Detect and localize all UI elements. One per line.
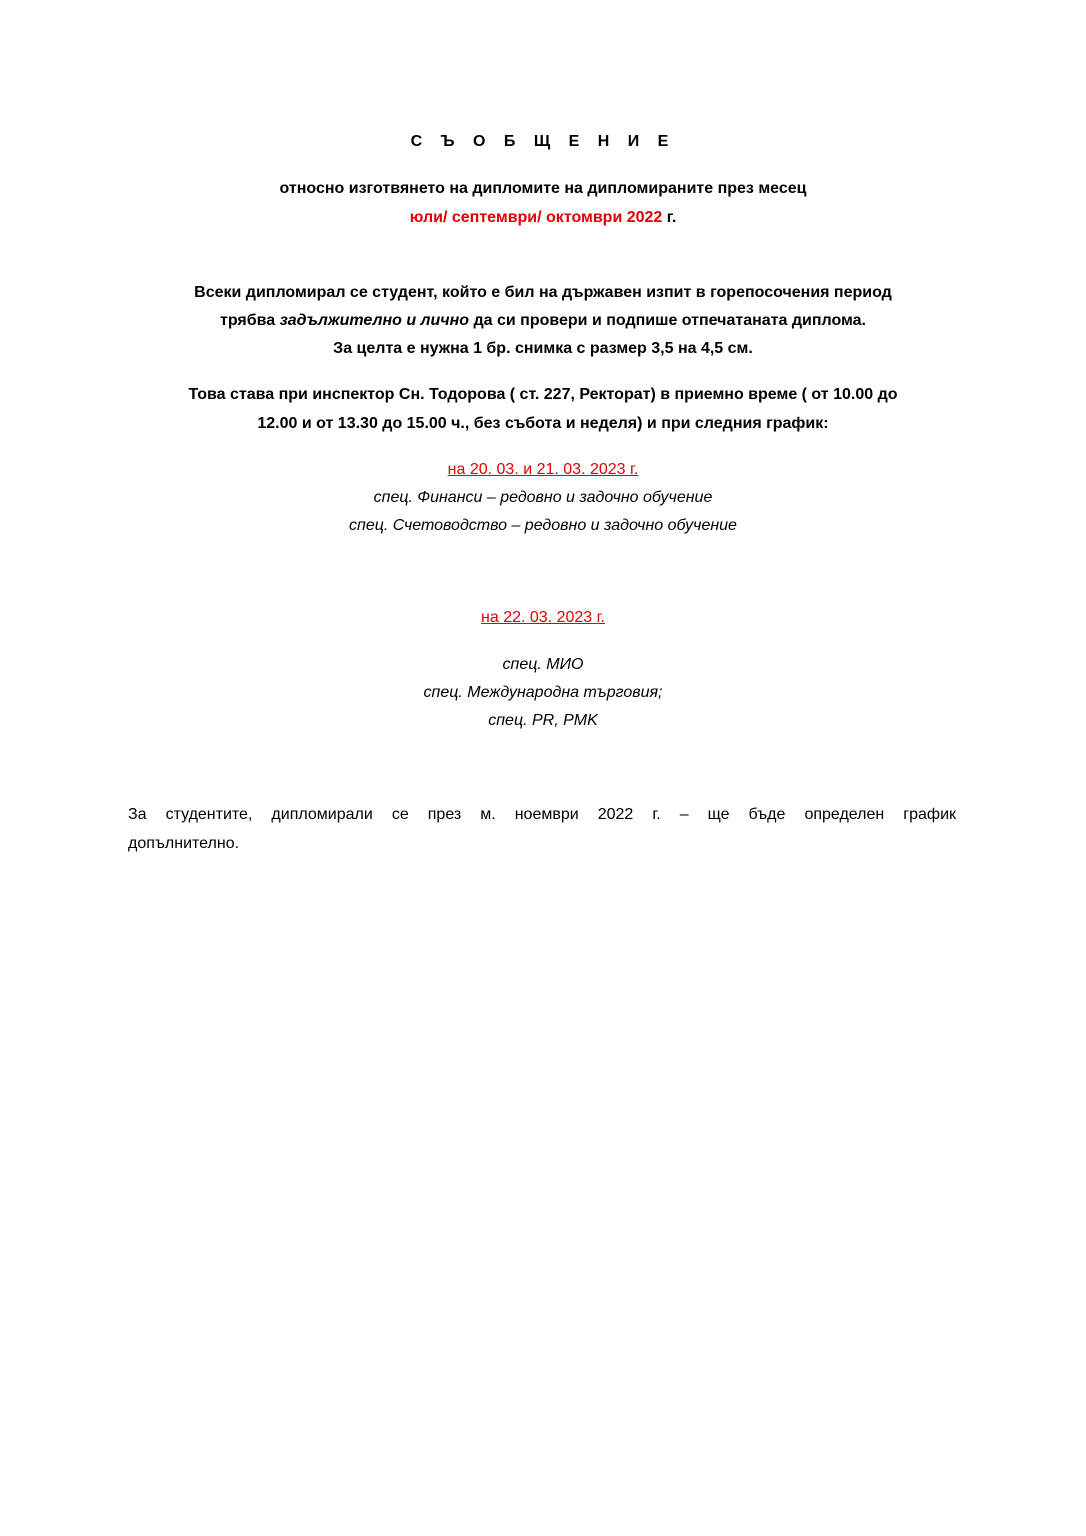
footer-line-2: допълнително. xyxy=(128,835,240,852)
subtitle-line: относно изготвянето на дипломите на дипломираните през месец xyxy=(279,180,807,197)
para1-italic-personally: лично xyxy=(420,312,470,329)
paragraph-2-line-1: Това става при инспектор Сн. Тодорова ( ст. 227, Ректорат) в приемно време ( от 10.00 до xyxy=(188,386,898,403)
subtitle-period: юли/ септември/ октомври 2022 xyxy=(409,209,663,226)
footer-line-1: За студентите, дипломирали се през м. ноември 2022 г. – ще бъде определен график xyxy=(128,806,956,823)
paragraph-1-line-3: За целта е нужна 1 бр. снимка с размер 3,5 на 4,5 см. xyxy=(333,340,753,357)
schedule-item: спец. Счетоводство – редовно и задочно обучение xyxy=(349,517,737,534)
para1-post: да си провери и подпише отпечатаната диплома. xyxy=(469,312,866,329)
schedule-item: спец. Финанси – редовно и задочно обучение xyxy=(373,489,713,506)
schedule-date-2: на 22. 03. 2023 г. xyxy=(481,609,605,626)
paragraph-1-line-2 xyxy=(0,310,1086,332)
subtitle-period-line xyxy=(0,207,1086,229)
paragraph-2-line-2: 12.00 и от 13.30 до 15.00 ч., без събота и неделя) и при следния график: xyxy=(257,415,829,432)
schedule-item: спец. Международна търговия; xyxy=(423,684,663,701)
para1-pre: трябва xyxy=(220,312,280,329)
subtitle-suffix: г. xyxy=(662,209,677,226)
schedule-item: спец. PR, PMK xyxy=(488,712,598,729)
schedule-item: спец. МИО xyxy=(502,656,584,673)
footer-paragraph xyxy=(128,800,956,858)
schedule-date-1: на 20. 03. и 21. 03. 2023 г. xyxy=(447,461,639,478)
paragraph-1-line-1: Всеки дипломирал се студент, който е бил на държавен изпит в горепосочения период xyxy=(194,284,892,301)
para1-italic-required: задължително и xyxy=(279,312,421,329)
document-title: С Ъ О Б Щ Е Н И Е xyxy=(410,133,676,150)
